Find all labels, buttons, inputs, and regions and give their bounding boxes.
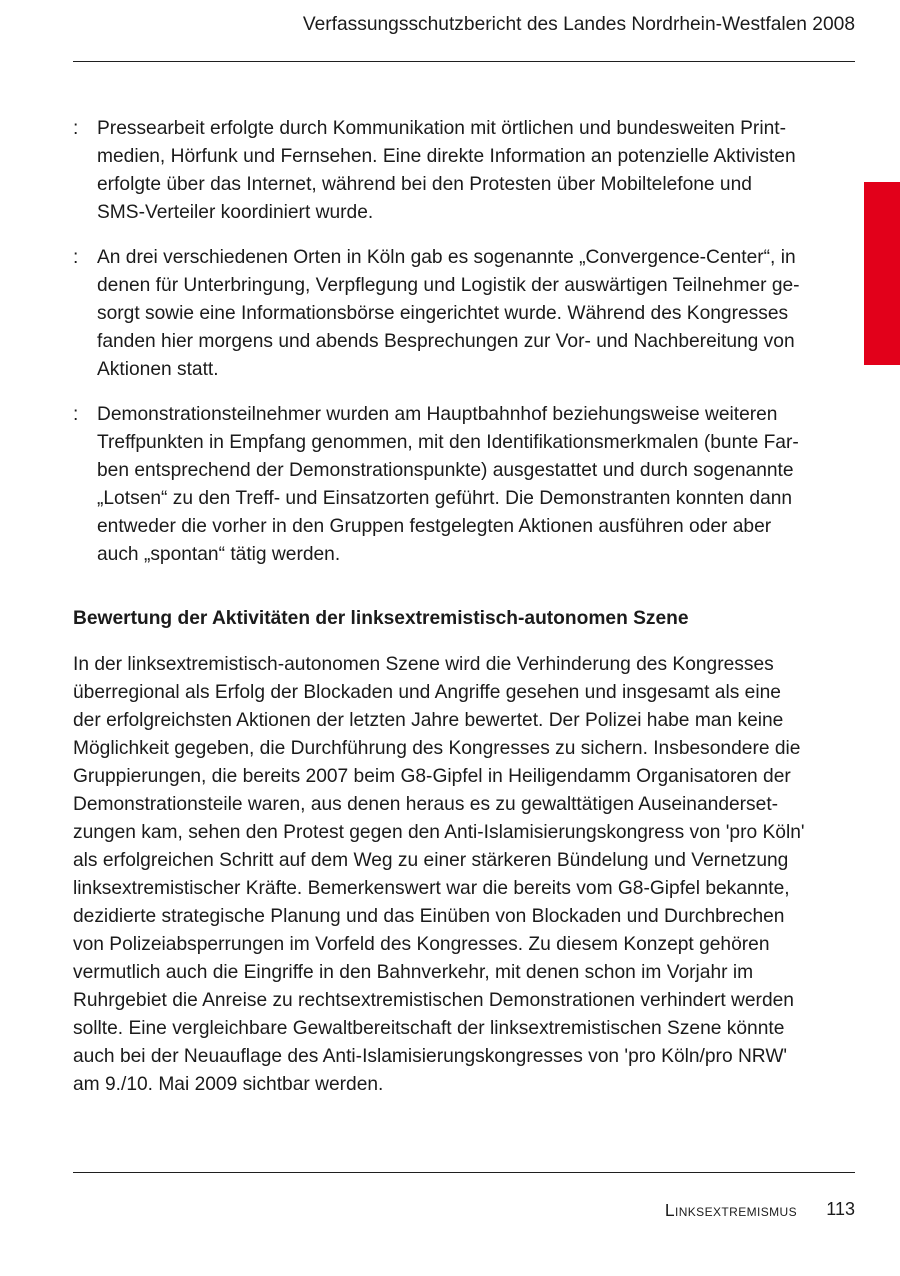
bullet-text-line: Aktionen statt. [97, 359, 219, 380]
paragraph-line: Demonstrationsteile waren, aus denen heraus es zu gewalttätigen Auseinanderset- [73, 794, 779, 815]
bullet-item [73, 115, 855, 227]
bullet-text-line: medien, Hörfunk und Fernsehen. Eine direkte Information an potenzielle Aktivisten [97, 146, 796, 167]
bullet-text-line: „Lotsen“ zu den Treff- und Einsatzorten geführt. Die Demonstranten konnten dann [97, 488, 793, 509]
bullet-text-line: sorgt sowie eine Informationsbörse eingerichtet wurde. Während des Kongresses [97, 303, 789, 324]
paragraph-line: überregional als Erfolg der Blockaden und Angriffe gesehen und insgesamt als eine [73, 682, 781, 703]
bullet-text-line: Pressearbeit erfolgte durch Kommunikation mit örtlichen und bundesweiten Print- [97, 118, 786, 139]
footer-rule [73, 1172, 855, 1173]
paragraph-line: von Polizeiabsperrungen im Vorfeld des Kongresses. Zu diesem Konzept gehören [73, 934, 770, 955]
paragraph-line: Ruhrgebiet die Anreise zu rechtsextremistischen Demonstrationen verhindert werden [73, 990, 794, 1011]
paragraph-line: auch bei der Neuauflage des Anti-Islamisierungskongresses von 'pro Köln/pro NRW' [73, 1046, 788, 1067]
bullet-text [97, 244, 855, 384]
bullet-text-line: auch „spontan“ tätig werden. [97, 544, 341, 565]
chapter-tab-marker [864, 182, 900, 365]
running-header-title: Verfassungsschutzbericht des Landes Nordrhein-Westfalen 2008 [302, 14, 855, 35]
bullet-list [73, 115, 855, 586]
section-paragraph [73, 651, 855, 1099]
footer-chapter-label: Linksextremismus [664, 1200, 797, 1220]
bullet-text-line: SMS-Verteiler koordiniert wurde. [97, 202, 374, 223]
bullet-item [73, 244, 855, 384]
bullet-text [97, 401, 855, 569]
paragraph-line: der erfolgreichsten Aktionen der letzten Jahre bewertet. Der Polizei habe man keine [73, 710, 784, 731]
paragraph-line: vermutlich auch die Eingriffe in den Bahnverkehr, mit denen schon im Vorjahr im [73, 962, 754, 983]
bullet-marker: : [73, 247, 79, 268]
bullet-text-line: Treffpunkten in Empfang genommen, mit den Identifikationsmerkmalen (bunte Far- [97, 432, 799, 453]
paragraph-line: In der linksextremistisch-autonomen Szene wird die Verhinderung des Kongresses [73, 654, 774, 675]
paragraph-line: sollte. Eine vergleichbare Gewaltbereitschaft der linksextremistischen Szene könnte [73, 1018, 785, 1039]
bullet-marker: : [73, 118, 79, 139]
bullet-text-line: ben entsprechend der Demonstrationspunkte) ausgestattet und durch sogenannte [97, 460, 794, 481]
paragraph-line: als erfolgreichen Schritt auf dem Weg zu einer stärkeren Bündelung und Vernetzung [73, 850, 789, 871]
page-number: 113 [826, 1199, 855, 1219]
header-rule [73, 61, 855, 62]
bullet-marker: : [73, 404, 79, 425]
bullet-text-line: Demonstrationsteilnehmer wurden am Hauptbahnhof beziehungsweise weiteren [97, 404, 778, 425]
paragraph-line: Möglichkeit gegeben, die Durchführung des Kongresses zu sichern. Insbesondere die [73, 738, 801, 759]
paragraph-line: am 9./10. Mai 2009 sichtbar werden. [73, 1074, 384, 1095]
paragraph-line: linksextremistischer Kräfte. Bemerkenswert war die bereits vom G8-Gipfel bekannte, [73, 878, 790, 899]
bullet-text [97, 115, 855, 227]
bullet-text-line: entweder die vorher in den Gruppen festgelegten Aktionen ausführen oder aber [97, 516, 772, 537]
bullet-item [73, 401, 855, 569]
bullet-text-line: erfolgte über das Internet, während bei den Protesten über Mobiltelefone und [97, 174, 752, 195]
paragraph-line: Gruppierungen, die bereits 2007 beim G8-Gipfel in Heiligendamm Organisatoren der [73, 766, 791, 787]
paragraph-line: dezidierte strategische Planung und das Einüben von Blockaden und Durchbrechen [73, 906, 785, 927]
bullet-text-line: fanden hier morgens und abends Besprechungen zur Vor- und Nachbereitung von [97, 331, 795, 352]
paragraph-line: zungen kam, sehen den Protest gegen den Anti-Islamisierungskongress von 'pro Köln' [73, 822, 805, 843]
bullet-text-line: An drei verschiedenen Orten in Köln gab es sogenannte „Convergence-Center“, in [97, 247, 796, 268]
section-heading: Bewertung der Aktivitäten der linksextremistisch-autonomen Szene [73, 608, 689, 629]
bullet-text-line: denen für Unterbringung, Verpflegung und Logistik der auswärtigen Teilnehmer ge- [97, 275, 800, 296]
